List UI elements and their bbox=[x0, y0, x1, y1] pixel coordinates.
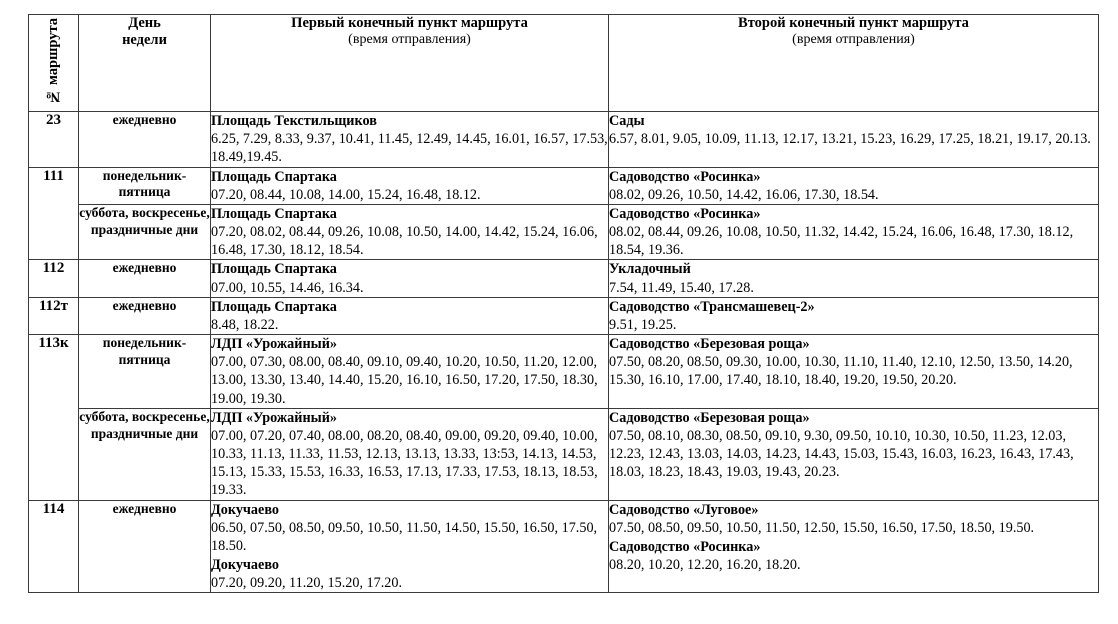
departure-times: 07.00, 07.30, 08.00, 08.40, 09.10, 09.40, 10.20, 10.50, 11.20, 12.00, 13.00, 13.30, 13.40, 14.40, 15.20, 16.10, 16.50, 17.20, 17.50, 18.30, 19.00, 19.30. bbox=[211, 354, 598, 407]
departure-times: 9.51, 19.25. bbox=[609, 316, 677, 333]
departure-times: 07.20, 09.20, 11.20, 15.20, 17.20. bbox=[211, 575, 403, 592]
terminal-name: Садоводство «Березовая роща» bbox=[609, 409, 810, 426]
table-row bbox=[29, 112, 1099, 168]
departure-times: 07.50, 08.20, 08.50, 09.30, 10.00, 10.30, 11.10, 11.40, 12.10, 12.50, 13.50, 14.20, 15.30, 16.10, 17.00, 17.40, 18.10, 18.40, 19.20, 19.50, 20.20. bbox=[609, 354, 1073, 389]
terminal-name: Площадь Текстильщиков bbox=[211, 113, 377, 129]
header-first-terminal bbox=[211, 15, 609, 112]
terminal-name: Садоводство «Трансмашевец-2» bbox=[609, 298, 815, 315]
terminal-name: Площадь Спартака bbox=[211, 261, 337, 278]
terminal-name: Садоводство «Луговое» bbox=[609, 501, 759, 518]
terminal-block bbox=[609, 335, 1098, 390]
terminal-block bbox=[211, 409, 608, 500]
route-number-cell: 114 bbox=[29, 500, 79, 593]
header-second-terminal-subtitle: (время отправления) bbox=[792, 32, 915, 48]
departure-times: 6.57, 8.01, 9.05, 10.09, 11.13, 12.17, 13.21, 15.23, 16.29, 17.25, 18.21, 19.17, 20.13. bbox=[609, 131, 1091, 148]
first-terminal-cell bbox=[211, 260, 609, 297]
route-number-cell: 112т bbox=[29, 297, 79, 334]
terminal-block bbox=[609, 501, 1098, 537]
departure-times: 7.54, 11.49, 15.40, 17.28. bbox=[609, 279, 754, 296]
day-of-week-cell: суббота, воскресенье, праздничные дни bbox=[79, 408, 211, 500]
header-row bbox=[29, 15, 1099, 112]
terminal-name: Укладочный bbox=[609, 261, 691, 278]
terminal-block bbox=[211, 168, 608, 204]
terminal-name: Площадь Спартака bbox=[211, 168, 337, 185]
table-row bbox=[29, 335, 1099, 409]
table-row bbox=[29, 408, 1099, 500]
terminal-name: ЛДП «Урожайный» bbox=[211, 409, 337, 426]
departure-times: 07.20, 08.44, 10.08, 14.00, 15.24, 16.48, 18.12. bbox=[211, 186, 481, 203]
departure-times: 6.25, 7.29, 8.33, 9.37, 10.41, 11.45, 12.49, 14.45, 16.01, 16.57, 17.53, 18.49,19.45. bbox=[211, 131, 608, 166]
terminal-block bbox=[609, 538, 1098, 574]
terminal-block bbox=[211, 112, 608, 167]
terminal-name: Площадь Спартака bbox=[211, 205, 337, 222]
route-number-cell: 112 bbox=[29, 260, 79, 297]
terminal-block bbox=[609, 298, 1098, 334]
terminal-name: ЛДП «Урожайный» bbox=[211, 336, 337, 353]
first-terminal-cell bbox=[211, 335, 609, 409]
bus-schedule-table bbox=[28, 14, 1099, 593]
terminal-name: Сады bbox=[609, 113, 645, 129]
day-of-week-cell: ежедневно bbox=[79, 297, 211, 334]
table-row bbox=[29, 297, 1099, 334]
day-of-week-cell: понедельник-пятница bbox=[79, 167, 211, 204]
route-number-cell: 23 bbox=[29, 112, 79, 168]
first-terminal-cell bbox=[211, 204, 609, 260]
departure-times: 8.48, 18.22. bbox=[211, 316, 279, 333]
first-terminal-cell bbox=[211, 297, 609, 334]
terminal-block bbox=[609, 168, 1098, 204]
terminal-name: Докучаево bbox=[211, 557, 279, 574]
table-row bbox=[29, 260, 1099, 297]
header-day-of-week-line2: недели bbox=[122, 32, 167, 49]
second-terminal-cell bbox=[609, 500, 1099, 593]
terminal-block bbox=[211, 335, 608, 408]
table-header bbox=[29, 15, 1099, 112]
terminal-name: Садоводство «Росинка» bbox=[609, 168, 761, 185]
terminal-block bbox=[609, 409, 1098, 482]
terminal-block bbox=[211, 501, 608, 556]
first-terminal-cell bbox=[211, 500, 609, 593]
table-row bbox=[29, 204, 1099, 260]
rotated-header-wrap bbox=[29, 15, 78, 107]
header-day-of-week bbox=[79, 15, 211, 112]
second-terminal-cell bbox=[609, 335, 1099, 409]
terminal-block bbox=[609, 205, 1098, 260]
departure-times: 07.00, 07.20, 07.40, 08.00, 08.20, 08.40, 09.00, 09.20, 09.40, 10.00, 10.33, 11.13, 11.33, 11.53, 12.13, 13.13, 13.33, 13:53, 14.13, 14.53, 15.13, 15.33, 15.53, 16.33, 16.53, 17.13, 17.33, 17.53, 18.13, 18.53, 19.33. bbox=[211, 427, 598, 499]
table-row bbox=[29, 500, 1099, 593]
departure-times: 07.20, 08.02, 08.44, 09.26, 10.08, 10.50, 14.00, 14.42, 15.24, 16.06, 16.48, 17.30, 18.12, 18.54. bbox=[211, 224, 598, 259]
terminal-name: Докучаево bbox=[211, 501, 279, 518]
route-number-cell: 113к bbox=[29, 335, 79, 501]
departure-times: 07.00, 10.55, 14.46, 16.34. bbox=[211, 279, 364, 296]
second-terminal-cell bbox=[609, 167, 1099, 204]
day-of-week-cell: ежедневно bbox=[79, 260, 211, 297]
header-day-of-week-line1: День bbox=[128, 15, 161, 31]
second-terminal-cell bbox=[609, 408, 1099, 500]
terminal-name: Садоводство «Березовая роща» bbox=[609, 336, 810, 353]
header-first-terminal-title: Первый конечный пункт маршрута bbox=[291, 15, 528, 31]
day-of-week-cell: ежедневно bbox=[79, 112, 211, 168]
terminal-name: Садоводство «Росинка» bbox=[609, 538, 761, 555]
departure-times: 08.20, 10.20, 12.20, 16.20, 18.20. bbox=[609, 557, 801, 574]
terminal-block bbox=[211, 556, 608, 592]
terminal-name: Площадь Спартака bbox=[211, 298, 337, 315]
terminal-block bbox=[211, 205, 608, 260]
schedule-sheet bbox=[28, 14, 1098, 593]
header-second-terminal-title: Второй конечный пункт маршрута bbox=[738, 15, 969, 31]
header-first-terminal-subtitle: (время отправления) bbox=[348, 32, 471, 48]
header-route-number-label: № маршрута bbox=[44, 17, 61, 105]
first-terminal-cell bbox=[211, 112, 609, 168]
second-terminal-cell bbox=[609, 204, 1099, 260]
second-terminal-cell bbox=[609, 112, 1099, 168]
table-body bbox=[29, 112, 1099, 593]
departure-times: 08.02, 08.44, 09.26, 10.08, 10.50, 11.32, 14.42, 15.24, 16.06, 16.48, 17.30, 18.12, 18.54, 19.36. bbox=[609, 224, 1074, 259]
terminal-block bbox=[609, 260, 1098, 296]
route-number-cell: 111 bbox=[29, 167, 79, 260]
departure-times: 08.02, 09.26, 10.50, 14.42, 16.06, 17.30, 18.54. bbox=[609, 186, 879, 203]
terminal-block bbox=[211, 260, 608, 296]
day-of-week-cell: суббота, воскресенье, праздничные дни bbox=[79, 204, 211, 260]
day-of-week-cell: ежедневно bbox=[79, 500, 211, 593]
terminal-block bbox=[609, 112, 1098, 148]
departure-times: 06.50, 07.50, 08.50, 09.50, 10.50, 11.50, 14.50, 15.50, 16.50, 17.50, 18.50. bbox=[211, 519, 598, 554]
header-route-number bbox=[29, 15, 79, 112]
departure-times: 07.50, 08.10, 08.30, 08.50, 09.10, 9.30, 09.50, 10.10, 10.30, 10.50, 11.23, 12.03, 12.23, 12.43, 13.03, 14.03, 14.23, 14.43, 15.03, 15.43, 16.03, 16.23, 16.43, 17.43, 18.03, 18.23, 18.43, 19.03, 19.43, 20.23. bbox=[609, 427, 1074, 481]
first-terminal-cell bbox=[211, 167, 609, 204]
terminal-block bbox=[211, 298, 608, 334]
departure-times: 07.50, 08.50, 09.50, 10.50, 11.50, 12.50, 15.50, 16.50, 17.50, 18.50, 19.50. bbox=[609, 519, 1035, 536]
second-terminal-cell bbox=[609, 297, 1099, 334]
table-row bbox=[29, 167, 1099, 204]
terminal-name: Садоводство «Росинка» bbox=[609, 205, 761, 222]
first-terminal-cell bbox=[211, 408, 609, 500]
day-of-week-cell: понедельник-пятница bbox=[79, 335, 211, 409]
header-second-terminal bbox=[609, 15, 1099, 112]
second-terminal-cell bbox=[609, 260, 1099, 297]
